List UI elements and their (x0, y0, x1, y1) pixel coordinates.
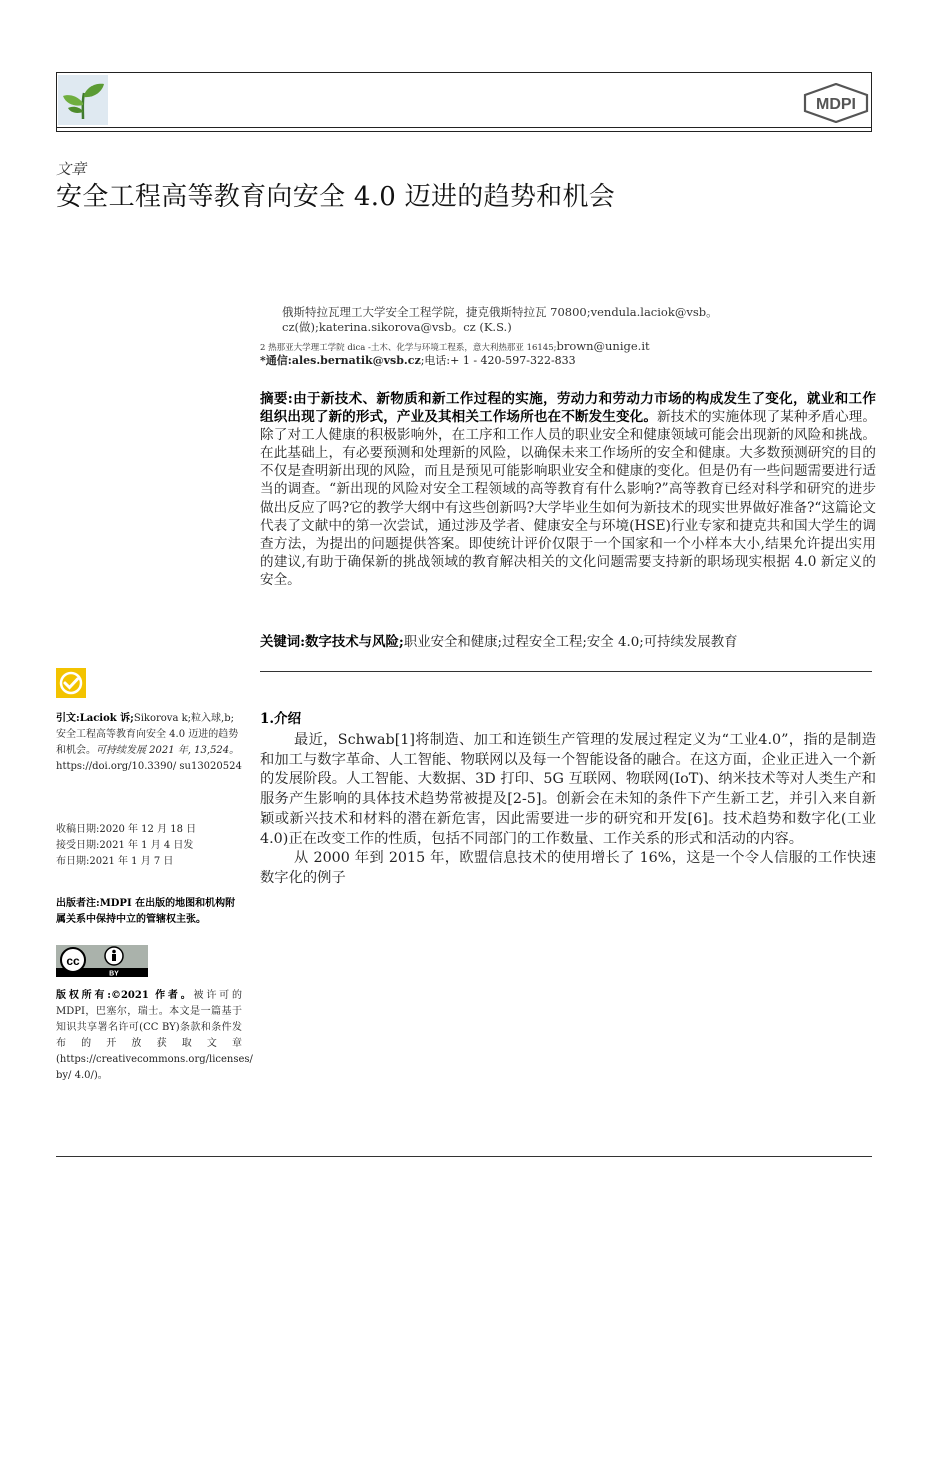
abstract-text: 新技术的实施体现了某种矛盾心理。除了对工人健康的积极影响外，在工序和工作人员的职业安全和健康领域可能会出现新的风险和挑战。在此基础上，有必要预测和处理新的风险，以确保未来工作场所的安全和健康。大多数预测研究的目的不仅是查明新出现的风险，而且是预见可能影响职业安全和健康的变化。但是仍有一些问题需要进行适当的调查。“新出现的风险对安全工程领域的高等教育有什么影响?”高等教育已经对科学和研究的进步做出反应了吗?它的教学大纲中有这些创新吗?大学毕业生如何为新技术的现实世界做好准备?“这篇论文代表了文献中的第一次尝试，通过涉及学者、健康安全与环境(HSE)行业专家和捷克共和国大学生的调查方法，为提出的问题提供答案。即使统计评价仅限于一个国家和一个小样本大小,结果允许提出实用的建议,有助于确保新的挑战领域的教育解决相关的文化问题需要支持新的职场现实根据 4.0 新定义的安全。 (260, 409, 877, 588)
dates-block (56, 822, 242, 870)
abstract-label: 摘要: (260, 391, 293, 407)
abstract (260, 390, 876, 589)
citation-authors: Laciok 诉; (79, 713, 134, 724)
check-updates-icon[interactable] (56, 668, 86, 698)
section-heading-introduction: 1.介绍 (260, 711, 302, 727)
publisher-note: 出版者注:MDPI 在出版的地图和机构附属关系中保持中立的管辖权主张。 (56, 898, 236, 925)
cc-by-label: BY (109, 970, 119, 977)
received-date: 收稿日期:2020 年 12 月 18 日 (56, 824, 197, 835)
keywords-text: 职业安全和健康;过程安全工程;安全 4.0;可持续发展教育 (403, 635, 738, 650)
svg-text:cc: cc (66, 954, 80, 968)
citation-block (56, 711, 242, 775)
article-title: 安全工程高等教育向安全 4.0 迈进的趋势和机会 (56, 182, 616, 212)
accepted-date: 接受日期:2021 年 1 月 4 日发 (56, 840, 194, 851)
citation-label: 引文: (56, 713, 80, 724)
affiliation-line-2: cz(做);katerina.sikorova@vsb。cz (K.S.) (282, 320, 512, 334)
copyright-block (56, 988, 253, 1084)
copyright-text: 被许可的 MDPI，巴塞尔，瑞士。本文是一篇基于知识共享署名许可(CC BY)条款和条件发布的开放获取文章 (https://creativecommons.org/licenses/ by/ 4.0/)。 (56, 990, 253, 1081)
abstract-bold-text: 由于新技术、新物质和新工作过程的实施，劳动力和劳动力市场的构成发生了变化，就业和工作组织出现了新的形式，产业及其相关工作场所也在不断发生变化。 (260, 391, 876, 426)
correspondence-label: *通信: (260, 354, 292, 367)
introduction-paragraph-1: 最近，Schwab[1]将制造、加工和连锁生产管理的发展过程定义为“工业4.0”，指的是制造和加工与数字革命、人工智能、物联网以及每一个智能设备的融合。在这方面，企业正进入一个新的发展阶段。人工智能、大数据、3D 打印、5G 互联网、物联网(IoT)、纳米技术等对人类生产和服务产生影响的具体技术趋势常被提及[2-5]。创新会在未知的条件下产生新工艺，并引入来自新颖或新兴技术和材料的潜在新危害，因此需要进一步的研究和开发[6]。技术趋势和数字化(工业 4.0)正在改变工作的性质，包括不同部门的工作数量、工作关系的形式和活动的内容。 (260, 732, 876, 847)
mdpi-logo-text: MDPI (816, 96, 856, 113)
journal-header-box (56, 72, 872, 132)
keywords-bold-text: 数字技术与风险; (305, 634, 404, 650)
mdpi-logo (802, 83, 870, 123)
correspondence-email[interactable]: ales.bernatik@vsb.cz (291, 354, 421, 367)
keywords (260, 631, 876, 650)
affiliation-2-email[interactable]: brown@unige.it (556, 339, 650, 353)
affiliation-2-text: 2 热那亚大学理工学院 dica -土木、化学与环境工程系，意大利热那亚 16145; (260, 343, 557, 353)
correspondence-line (260, 352, 576, 368)
copyright-label: 版权所有:©2021 作者。 (56, 990, 194, 1001)
introduction-paragraph-2: 从 2000 年到 2015 年，欧盟信息技术的使用增长了 16%，这是一个令人信服的工作快速数字化的例子 (260, 850, 876, 886)
introduction-body (260, 731, 876, 889)
article-type-label: 文章 (56, 160, 87, 178)
published-date: 布日期:2021 年 1 月 7 日 (56, 856, 174, 867)
affiliation-line-1: 俄斯特拉瓦理工大学安全工程学院，捷克俄斯特拉瓦 70800;vendula.laciok@vsb。 (282, 305, 718, 319)
citation-text: Sikorova k;粒入球,b;安全工程高等教育向安全 4.0 迈进的趋势和机会。 (56, 713, 239, 756)
separator-rule (260, 671, 872, 672)
cc-by-license-icon[interactable] (56, 945, 148, 977)
citation-doi[interactable]: https://doi.org/10.3390/ su13020524 (56, 761, 242, 772)
correspondence-phone: ;电话:+ 1 - 420-597-322-833 (420, 354, 576, 367)
keywords-label: 关键词: (260, 634, 306, 650)
leaf-sprout-icon (58, 75, 108, 125)
page-bottom-rule (56, 1156, 872, 1157)
journal-logo (58, 75, 108, 125)
citation-journal: 可持续发展 2021 年, 13,524。 (96, 745, 240, 756)
